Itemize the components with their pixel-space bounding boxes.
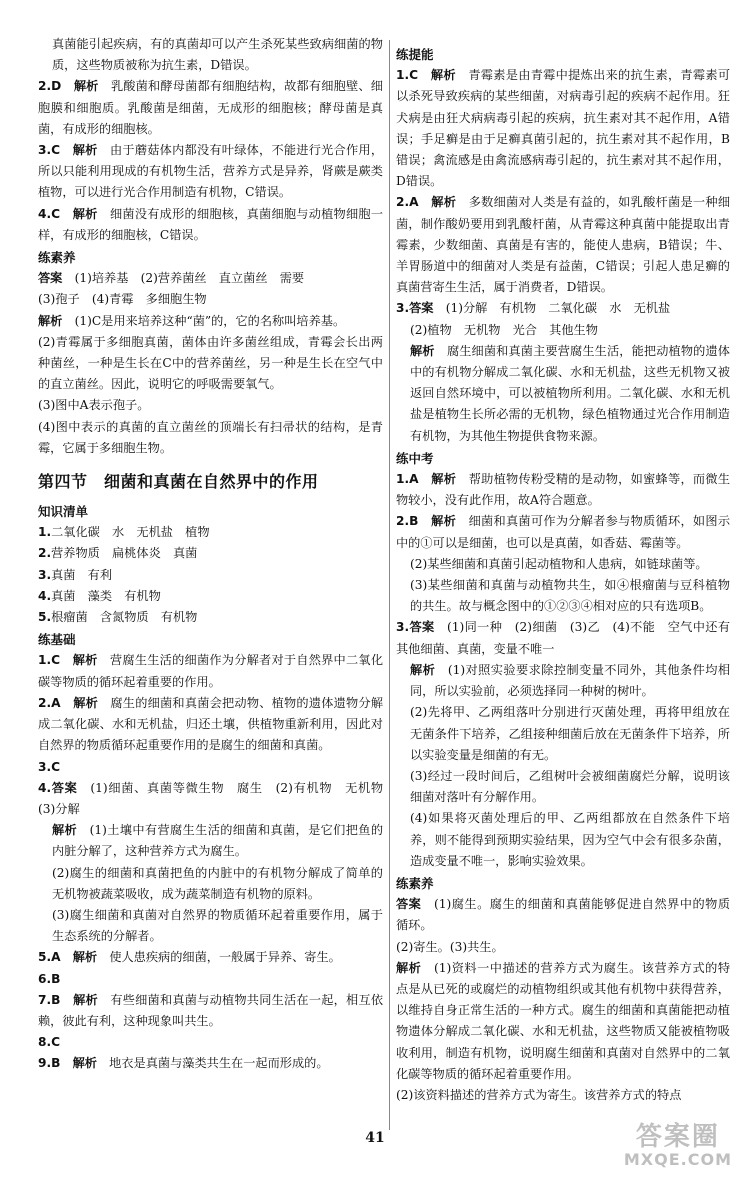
answer-item: 9.B 解析 地衣是真菌与藻类共生在一起而形成的。 bbox=[38, 1056, 329, 1071]
answer-item: 2.B 解析 细菌和真菌可作为分解者参与物质循环，如图示中的①可以是细菌，也可以是真菌，如香菇、霉菌等。 bbox=[396, 514, 731, 550]
analysis-paragraph: (4)图中表示的真菌的直立菌丝的顶端长有扫帚状的结构，是青霉，它属于多细胞生物。 bbox=[38, 419, 383, 455]
subsection-heading: 练素养 bbox=[396, 875, 434, 891]
analysis-paragraph: (2)腐生的细菌和真菌把鱼的内脏中的有机物分解成了简单的无机物被蔬菜吸收，成为蔬菜制造有机物的原料。 bbox=[52, 865, 383, 901]
answer-item: 6.B bbox=[38, 971, 61, 986]
analysis-line: 解析 (1)土壤中有营腐生生活的细菌和真菌，是它们把鱼的内脏分解了，这种营养方式为腐生。 bbox=[52, 823, 384, 859]
analysis-paragraph: (4)如果将灭菌处理后的甲、乙两组都放在自然条件下培养，则不能得到预期实验结果，因为空气中会有很多杂菌，造成变量不唯一，影响实验效果。 bbox=[410, 811, 730, 868]
analysis-paragraph: (3)图中A表示孢子。 bbox=[38, 398, 150, 413]
answer-line: (2)植物 无机物 光合 其他生物 bbox=[410, 322, 598, 337]
page-number: 41 bbox=[365, 1130, 385, 1146]
answer-item: 2.A 解析 多数细菌对人类是有益的，如乳酸杆菌是一种细菌，制作酸奶要用到乳酸杆菌，从青霉这种真菌中能提取出青霉素，少数细菌、真菌是有害的，能使人患病，B错误；牛、羊胃肠道中的细菌对人类是有益菌，C错误；引起人患足癣的真菌营寄生生活，属于消费者，D错误。 bbox=[396, 195, 731, 295]
subsection-heading: 练素养 bbox=[38, 250, 76, 266]
answer-item: 3.C 解析 由于蘑菇体内都没有叶绿体，不能进行光合作用，所以只能利用现成的有机物生活，营养方式是异养，肾蕨是蕨类植物，可以进行光合作用制造有机物，C错误。 bbox=[38, 143, 384, 200]
answer-line: (3)孢子 (4)青霉 多细胞生物 bbox=[38, 292, 207, 307]
answer-item: 4.答案 (1)细菌、真菌等微生物 腐生 (2)有机物 无机物 (3)分解 bbox=[38, 780, 396, 816]
answer-item: 1.C 解析 青霉素是由青霉中提炼出来的抗生素，青霉素可以杀死导致疾病的某些细菌，对病毒引起的疾病不起作用。狂犬病是由狂犬病病毒引起的疾病，抗生素对其不起作用，A错误；手足癣是由于足癣真菌引起的，抗生素对其不起作用，B错误；禽流感是由禽流感病毒引起的，抗生素对其不起作用，D错误。 bbox=[396, 68, 731, 189]
analysis-line: 解析 (1)对照实验要求除控制变量不同外，其他条件均相同，所以实验前，必须选择同一种树的树叶。 bbox=[410, 662, 731, 699]
answer-line: (2)寄生。(3)共生。 bbox=[396, 939, 504, 954]
subsection-heading: 知识清单 bbox=[38, 504, 89, 520]
answer-line: 答案 (1)腐生。腐生的细菌和真菌能够促进自然界中的物质循环。 bbox=[396, 897, 731, 933]
analysis-paragraph: (2)某些细菌和真菌引起动植物和人患病，如链球菌等。 bbox=[410, 556, 708, 571]
left-column bbox=[38, 34, 396, 1075]
watermark-url: MXQE.COM bbox=[623, 1150, 732, 1169]
column-divider bbox=[389, 40, 390, 1130]
subsection-heading: 练基础 bbox=[38, 632, 76, 648]
analysis-paragraph: (2)该资料描述的营养方式为寄生。该营养方式的特点 bbox=[396, 1087, 682, 1102]
answer-item: 3.答案 (1)同一种 (2)细菌 (3)乙 (4)不能 空气中还有其他细菌、真菌，变量不唯一 bbox=[396, 620, 731, 656]
answer-item: 4.C 解析 细菌没有成形的细胞核，真菌细胞与动植物细胞一样，有成形的细胞核，C错误。 bbox=[38, 206, 384, 242]
analysis-paragraph: (2)先将甲、乙两组落叶分别进行灭菌处理，再将甲组放在无菌条件下培养，乙组接种细菌后放在无菌条件下培养，所以实验变量是细菌的有无。 bbox=[410, 705, 730, 762]
knowledge-item: 4.真菌 藻类 有机物 bbox=[38, 588, 161, 603]
watermark-logo: 答案圈 bbox=[635, 1122, 720, 1152]
analysis-line: 解析 腐生细菌和真菌主要营腐生生活，能把动植物的遗体中的有机物分解成二氧化碳、水和无机盐，这些无机物又被返回自然环境中，可以被植物所利用。二氧化碳、水和无机盐是植物生长所必需的无机物，绿色植物通过光合作用制造有机物，为其他生物提供食物来源。 bbox=[410, 343, 730, 443]
answer-item: 7.B 解析 有些细菌和真菌与动植物共同生活在一起，相互依赖，彼此有利，这种现象叫共生。 bbox=[38, 992, 384, 1028]
continued-paragraph: 真菌能引起疾病，有的真菌却可以产生杀死某些致病细菌的物质，这些物质被称为抗生素，D错误。 bbox=[52, 37, 383, 73]
analysis-line: 解析 (1)C是用来培养这种“菌”的，它的名称叫培养基。 bbox=[38, 313, 346, 328]
answer-item: 3.C bbox=[38, 759, 61, 774]
answer-item: 8.C bbox=[38, 1035, 61, 1050]
knowledge-item: 5.根瘤菌 含氮物质 有机物 bbox=[38, 610, 198, 625]
answer-item: 3.答案 (1)分解 有机物 二氧化碳 水 无机盐 bbox=[396, 301, 671, 316]
section-title: 第四节 细菌和真菌在自然界中的作用 bbox=[38, 472, 319, 492]
knowledge-item: 3.真菌 有利 bbox=[38, 567, 113, 582]
knowledge-item: 1.二氧化碳 水 无机盐 植物 bbox=[38, 525, 210, 540]
answer-item: 5.A 解析 使人患疾病的细菌，一般属于异养、寄生。 bbox=[38, 950, 341, 965]
answer-item: 2.D 解析 乳酸菌和酵母菌都有细胞结构，故都有细胞壁、细胞膜和细胞质。乳酸菌是细菌，无成形的细胞核；酵母菌是真菌，有成形的细胞核。 bbox=[38, 79, 383, 136]
analysis-paragraph: (3)经过一段时间后，乙组树叶会被细菌腐烂分解，说明该细菌对落叶有分解作用。 bbox=[410, 768, 730, 805]
analysis-line: 解析 (1)资料一中描述的营养方式为腐生。该营养方式的特点是从已死的或腐烂的动植物组织或其他有机物中获得营养，以维持自身正常生活的一种方式。腐生的细菌和真菌能把动植物遗体分解成二氧化碳、水和无机盐，这些物质又能被植物吸收利用，制造有机物，说明腐生细菌和真菌对自然界中的二氧化碳等物质的循环起着重要作用。 bbox=[396, 960, 731, 1081]
analysis-paragraph: (2)青霉属于多细胞真菌，菌体由许多菌丝组成，青霉会长出两种菌丝，一种是生长在C中的营养菌丝，另一种是生长在空气中的直立菌丝。因此，说明它的呼吸需要氧气。 bbox=[38, 334, 383, 392]
subsection-heading: 练中考 bbox=[396, 450, 434, 466]
answer-item: 1.C 解析 营腐生生活的细菌作为分解者对于自然界中二氧化碳等物质的循环起着重要的作用。 bbox=[38, 653, 384, 689]
answer-item: 1.A 解析 帮助植物传粉受精的是动物，如蜜蜂等，而微生物较小，没有此作用，故A符合题意。 bbox=[396, 472, 731, 508]
analysis-paragraph: (3)腐生细菌和真菌对自然界的物质循环起着重要作用，属于生态系统的分解者。 bbox=[52, 907, 383, 944]
subsection-heading: 练提能 bbox=[396, 47, 434, 62]
watermark bbox=[624, 1123, 732, 1169]
answer-line: 答案 (1)培养基 (2)营养菌丝 直立菌丝 需要 bbox=[38, 271, 305, 286]
analysis-paragraph: (3)某些细菌和真菌与动植物共生，如④根瘤菌与豆科植物的共生。故与概念图中的①②③④相对应的只有选项B。 bbox=[410, 578, 730, 614]
answer-item: 2.A 解析 腐生的细菌和真菌会把动物、植物的遗体遗物分解成二氧化碳、水和无机盐，归还土壤，供植物重新利用，因此对自然界的物质循环起重要作用的是腐生的细菌和真菌。 bbox=[38, 695, 384, 753]
right-column bbox=[396, 34, 730, 1106]
knowledge-item: 2.营养物质 扁桃体炎 真菌 bbox=[38, 546, 198, 561]
